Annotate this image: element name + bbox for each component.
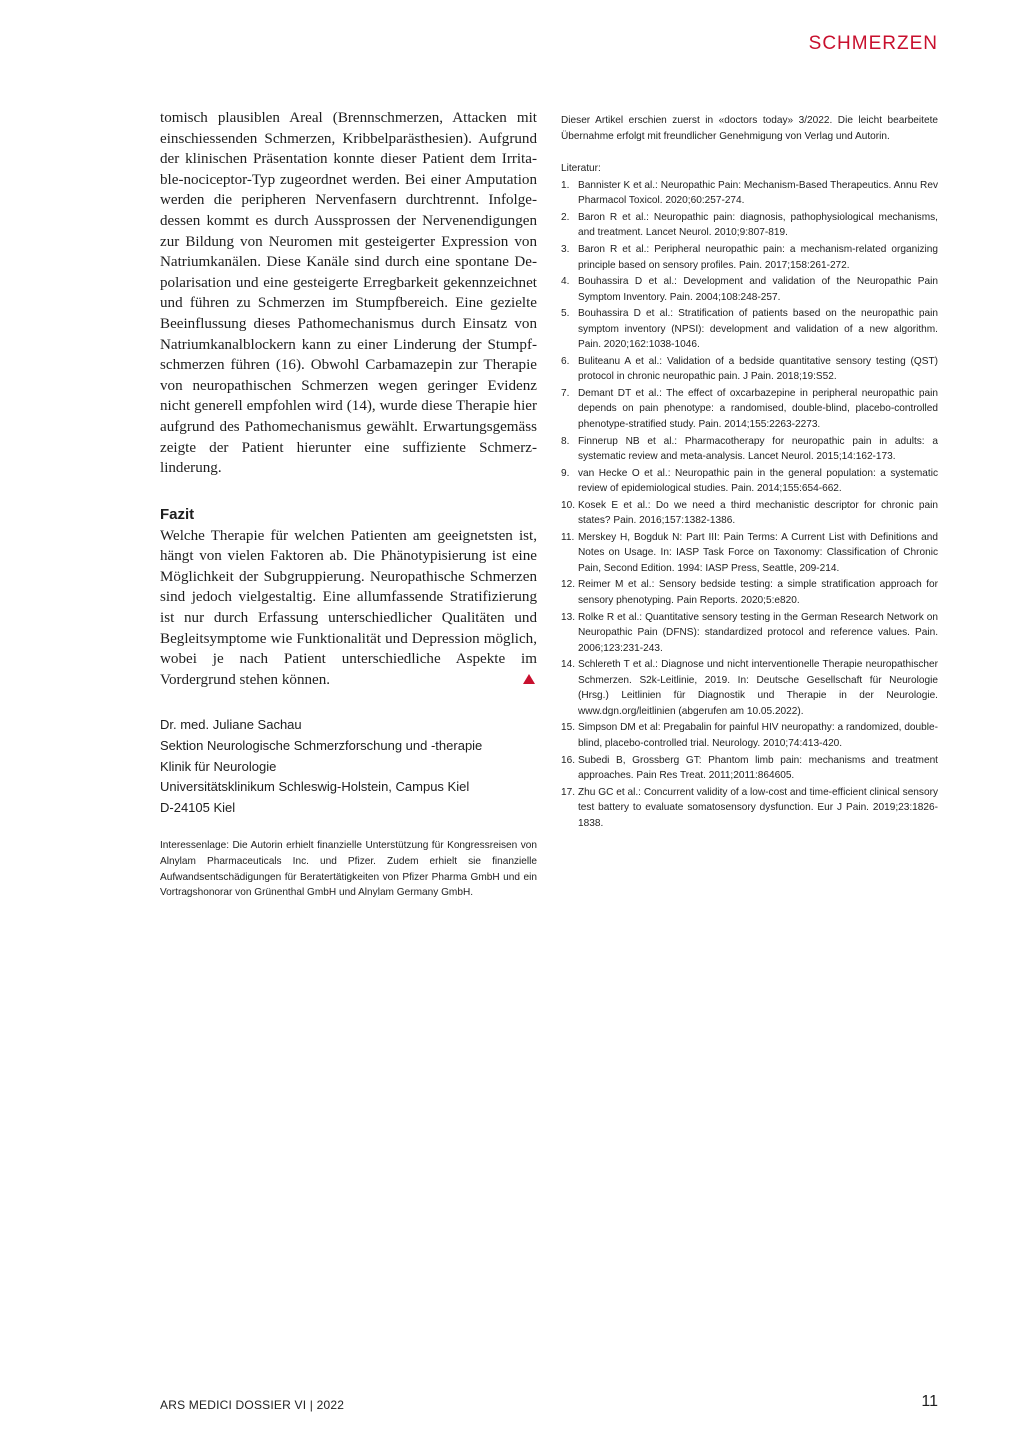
reference-number: 17. xyxy=(561,786,576,798)
reference-number: 5. xyxy=(561,308,570,320)
left-column xyxy=(160,108,537,901)
reference-number: 3. xyxy=(561,243,570,255)
reference-text: Kosek E et al.: Do we need a third mechanistic descriptor for chronic pain states? Pain. 2016;157:1382-1386. xyxy=(578,499,938,527)
article-end-triangle-icon xyxy=(523,674,535,684)
fazit-block xyxy=(160,526,537,691)
reference-number: 12. xyxy=(561,579,576,591)
reference-item xyxy=(561,530,938,577)
reference-text: Baron R et al.: Peripheral neuropathic pain: a mechanism-related organizing principle based on sensory profiles. Pain. 2017;158:261-272. xyxy=(578,243,938,271)
reference-item xyxy=(561,610,938,657)
reference-list xyxy=(561,178,938,832)
reference-item xyxy=(561,434,938,465)
reference-number: 8. xyxy=(561,435,570,447)
reference-number: 11. xyxy=(561,531,575,543)
reference-number: 15. xyxy=(561,722,576,734)
reference-number: 10. xyxy=(561,499,576,511)
reference-number: 14. xyxy=(561,659,576,671)
reference-item xyxy=(561,577,938,608)
author-city: D-24105 Kiel xyxy=(160,799,236,815)
reference-text: Bouhassira D et al.: Development and validation of the Neuropathic Pain Symptom Inventory. Pain. 2004;108:248-257. xyxy=(578,276,938,303)
literature-label: Literatur: xyxy=(561,163,601,175)
reference-text: Finnerup NB et al.: Pharmacotherapy for neuropathic pain in adults: a systematic review and meta-analysis. Lancet Neurol. 2015;14:162-173. xyxy=(578,435,938,463)
reference-item xyxy=(561,498,938,529)
reference-text: Subedi B, Grossberg GT: Phantom limb pain: mechanisms and treatment approaches. Pain Res Treat. 2011;2011:864605. xyxy=(578,754,938,782)
right-column xyxy=(561,113,938,832)
reference-number: 7. xyxy=(561,387,570,399)
reference-text: Schlereth T et al.: Diagnose und nicht interventionelle Therapie neuropathischer Schmerzen. S2k-Leitlinie, 2019. In: Deutsche Gesellschaft für Neurologie (Hrsg.) Leitlinien für Diagnostik und Therapie in der Neurologie. www.dgn.org/leitlinien (abgerufen am 10.05.2022). xyxy=(578,659,938,717)
intro-paragraph: tomisch plausiblen Areal (Brennschmerzen, Attacken mit einschiessenden Schmerzen, Kribbelparästhesien). Aufgrund der klinischen Präsentation konnte dieser Patient dem Irritable-nociceptor-Typ zugeordnet werden. Bei einer Amputation werden die peripheren Nervenfasern durchtrennt. Infolgedessen kommt es durch Aussprossen der Nervenendigungen zur Bildung von Neuromen mit gesteigerter Expression von Natriumkanälen. Diese Kanäle sind durch eine spontane Depolarisation und eine gesteigerte Erregbarkeit gekennzeichnet und führen zu Schmerzen im Stumpfbereich. Eine gezielte Beeinflussung dieses Pathomechanismus durch Einsatz von Natriumkanalblockern kann zu einer Linderung der Stumpfschmerzen führen (16). Obwohl Carbamazepin zur Therapie von neuropathischen Schmerzen wegen geringer Evidenz nicht generell empfohlen wird (14), wurde diese Therapie hier aufgrund des Pathomechanismus gewählt. Erwartungsgemäss zeigte der Patient hierunter eine suffiziente Schmerzlinderung. xyxy=(160,110,537,477)
author-block xyxy=(160,715,537,818)
reference-text: Bouhassira D et al.: Stratification of patients based on the neuropathic pain symptom inventory (NPSI): development and validation of a new algorithm. Pain. 2020;162:1038-1046. xyxy=(578,308,938,351)
reference-item xyxy=(561,178,938,209)
author-name: Dr. med. Juliane Sachau xyxy=(160,717,302,733)
publication-note: Dieser Artikel erschien zuerst in «doctors today» 3/2022. Die leicht bearbeitete Übernahme erfolgt mit freundlicher Genehmigung von Verlag und Autorin. xyxy=(561,115,938,142)
reference-number: 16. xyxy=(561,754,576,766)
fazit-paragraph: Welche Therapie für welchen Patienten am geeignetsten ist, hängt von vielen Faktoren ab. Die Phänotypisierung ist eine Möglichkeit der Subgruppierung. Neuropathische Schmerzen sind jedoch vielgestaltig. Eine allumfassende Stratifizierung ist nur durch Erfassung unterschiedlicher Qualitäten und Begleitsymptome wie Funktionalität und Depression möglich, wobei je nach Patient unterschiedliche Aspekte im Vordergrund stehen können. xyxy=(160,527,537,688)
reference-text: Merskey H, Bogduk N: Part III: Pain Terms: A Current List with Definitions and Notes on Usage. In: IASP Task Force on Taxonomy: Classification of Chronic Pain, Second Edition. 1994: IASP Press, Seattle, 209-214. xyxy=(578,531,938,574)
reference-text: Rolke R et al.: Quantitative sensory testing in the German Research Network on Neuropathic Pain (DFNS): standardized protocol and reference values. Pain. 2006;123:231-243. xyxy=(578,611,938,654)
author-hospital: Universitätsklinikum Schleswig-Holstein, Campus Kiel xyxy=(160,779,470,795)
page-number: 11 xyxy=(921,1393,938,1410)
reference-item xyxy=(561,720,938,751)
reference-number: 2. xyxy=(561,211,570,223)
reference-item xyxy=(561,210,938,241)
reference-item xyxy=(561,466,938,497)
fazit-heading: Fazit xyxy=(160,505,195,523)
reference-number: 6. xyxy=(561,355,570,367)
section-title: SCHMERZEN xyxy=(808,33,938,54)
author-clinic: Klinik für Neurologie xyxy=(160,758,277,774)
conflict-of-interest: Interessenlage: Die Autorin erhielt finanzielle Unterstützung für Kongressreisen von Alnylam Pharmaceuticals Inc. und Pfizer. Zudem erhielt sie finanzielle Aufwandsentschädigungen für Beratertätigkeiten von Pfizer Pharma GmbH und ein Vortragshonorar von Grünenthal GmbH und Alnylam Germany GmbH. xyxy=(160,840,537,899)
reference-text: Reimer M et al.: Sensory bedside testing: a simple stratification approach for sensory phenotyping. Pain Reports. 2020;5:e820. xyxy=(578,579,938,607)
footer-journal: ARS MEDICI DOSSIER VI | 2022 xyxy=(160,1398,345,1412)
reference-number: 1. xyxy=(561,179,570,191)
author-department: Sektion Neurologische Schmerzforschung und -therapie xyxy=(160,738,483,754)
reference-item xyxy=(561,354,938,385)
reference-number: 4. xyxy=(561,276,570,288)
reference-text: van Hecke O et al.: Neuropathic pain in the general population: a systematic review of epidemiological studies. Pain. 2014;155:654-662. xyxy=(578,467,938,495)
reference-number: 9. xyxy=(561,467,570,479)
reference-item xyxy=(561,242,938,273)
reference-item xyxy=(561,657,938,719)
reference-item xyxy=(561,785,938,832)
reference-item xyxy=(561,753,938,784)
reference-item xyxy=(561,386,938,433)
reference-text: Simpson DM et al: Pregabalin for painful HIV neuropathy: a randomized, double-blind, placebo-controlled trial. Neurology. 2010;74:413-420. xyxy=(578,722,938,750)
reference-item xyxy=(561,274,938,305)
reference-text: Buliteanu A et al.: Validation of a bedside quantitative sensory testing (QST) protocol in chronic neuropathic pain. J Pain. 2018;19:S52. xyxy=(578,355,938,383)
reference-text: Bannister K et al.: Neuropathic Pain: Mechanism-Based Therapeutics. Annu Rev Pharmacol Toxicol. 2020;60:257-274. xyxy=(578,179,938,207)
reference-item xyxy=(561,306,938,353)
reference-text: Demant DT et al.: The effect of oxcarbazepine in peripheral neuropathic pain depends on pain phenotype: a randomised, double-blind, placebo-controlled phenotype-stratified study. Pain. 2014;155:2263-2273. xyxy=(578,387,938,431)
reference-text: Zhu GC et al.: Concurrent validity of a low-cost and time-efficient clinical sensory test battery to evaluate somatosensory dysfunction. Eur J Pain. 2019;23:1826-1838. xyxy=(578,786,938,829)
reference-text: Baron R et al.: Neuropathic pain: diagnosis, pathophysiological mechanisms, and treatment. Lancet Neurol. 2010;9:807-819. xyxy=(578,211,938,239)
reference-number: 13. xyxy=(561,611,576,623)
